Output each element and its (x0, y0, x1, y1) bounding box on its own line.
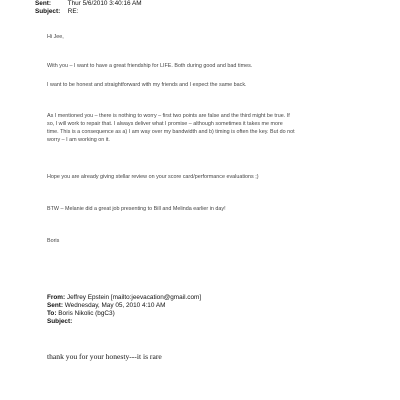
email-signature: Boris (47, 238, 60, 244)
email-greeting: Hi Jee, (47, 34, 64, 40)
quoted-from-label: From: (47, 294, 66, 301)
quoted-sent-row (47, 302, 165, 310)
quoted-subject-row (47, 318, 72, 326)
email-paragraph-review: Hope you are already giving stellar review on your score card/performance evaluations ;) (47, 174, 259, 180)
header-sent-row (35, 0, 142, 8)
email-paragraph-worry (47, 112, 372, 144)
email-paragraph-honesty: I want to be honest and straightforward with my friends and I expect the same back. (47, 82, 247, 88)
quoted-sent-label: Sent: (47, 302, 63, 309)
quoted-body: thank you for your honesty---it is rare (47, 352, 162, 361)
header-subject-value: RE: (67, 8, 79, 15)
quoted-from-row (47, 294, 201, 302)
email-paragraph-btw: BTW – Melanie did a great job presenting to Bill and Melinda earlier in day! (47, 206, 226, 212)
paragraph-line: As I mentioned you – there is nothing to worry – first two points are false and the third might be true. If (47, 113, 290, 119)
quoted-to-row (47, 310, 115, 318)
header-sent-label: Sent: (35, 0, 51, 7)
header-sent-value: Thur 5/6/2010 3:40:16 AM (67, 0, 142, 7)
quoted-subject-label: Subject: (47, 318, 73, 325)
paragraph-line: worry – I am working on it. (47, 137, 110, 143)
quoted-from-value: Jeffrey Epstein [mailto:jeevacation@gmail.com] (66, 294, 202, 301)
quoted-sent-value: Wednesday, May 05, 2010 4:10 AM (64, 302, 166, 309)
header-subject-label: Subject: (35, 8, 61, 15)
header-subject-row (35, 8, 78, 16)
quoted-to-label: To: (47, 310, 57, 317)
quoted-to-value: Boris Nikolic (bgC3) (58, 310, 115, 317)
paragraph-line: time. This is a consequence as a) I am way over my bandwidth and b) timing is often the key. But do not (47, 129, 295, 135)
paragraph-line: so, I will work to repair that. I always deliver what I promise – although sometimes it takes me more (47, 121, 283, 127)
email-paragraph-friendship: With you – I want to have a great friendship for LIFE. Both during good and bad times. (47, 63, 253, 69)
